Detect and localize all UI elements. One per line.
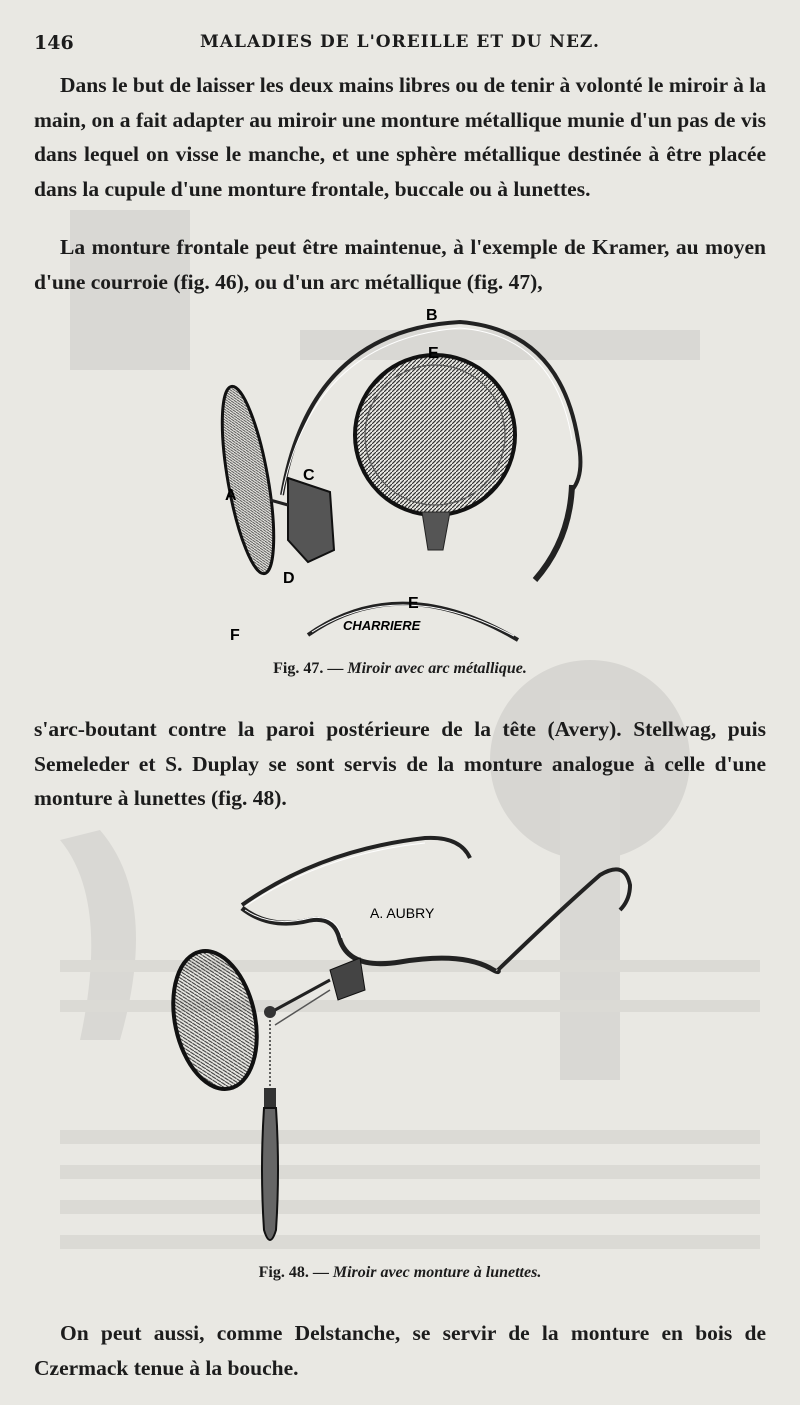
fig47-label-d: D <box>283 570 295 587</box>
figure-47-illustration <box>200 300 600 650</box>
fig47-label-f: F <box>230 627 240 644</box>
fig48-maker-mark: A. AUBRY <box>370 905 435 921</box>
paragraph-3: s'arc-boutant contre la paroi postérieure de la tête (Avery). Stellwag, puis Semeleder et S. Duplay se sont servis de la monture analogue à celle d'une monture à lunettes (fig. 48). <box>34 717 766 811</box>
running-title: MALADIES DE L'OREILLE ET DU NEZ. <box>200 32 600 52</box>
page-header <box>34 32 766 58</box>
figure-47-caption <box>0 660 800 678</box>
fig47-label-b: B <box>426 307 438 324</box>
fig47-maker-signature: CHARRIERE <box>343 618 421 633</box>
figure-48-illustration <box>160 830 640 1250</box>
page-number: 146 <box>34 32 74 54</box>
fig47-label-e-bottom: E <box>408 595 419 612</box>
fig47-label-e-top: E <box>428 345 439 362</box>
figure-48-caption <box>0 1264 800 1282</box>
figure-47-number: Fig. 47. — <box>273 660 344 677</box>
fig47-label-c: C <box>303 467 315 484</box>
paragraph-4: On peut aussi, comme Delstanche, se servir de la monture en bois de Czermack tenue à la bouche. <box>34 1321 766 1380</box>
figure-47-title: Miroir avec arc métallique. <box>347 660 527 677</box>
paragraph-2: La monture frontale peut être maintenue, à l'exemple de Kramer, au moyen d'une courroie (fig. 46), ou d'un arc métallique (fig. 47), <box>34 235 766 294</box>
figure-48-title: Miroir avec monture à lunettes. <box>332 1264 542 1281</box>
fig47-label-a: A <box>225 487 237 504</box>
paragraph-1: Dans le but de laisser les deux mains libres ou de tenir à volonté le miroir à la main, on a fait adapter au miroir une monture métallique munie d'un pas de vis dans lequel on visse le manche, et une sphère métallique destinée à être placée dans la cupule d'une monture frontale, buccale ou à lunettes. <box>34 73 766 201</box>
figure-48-number: Fig. 48. — <box>258 1264 329 1281</box>
